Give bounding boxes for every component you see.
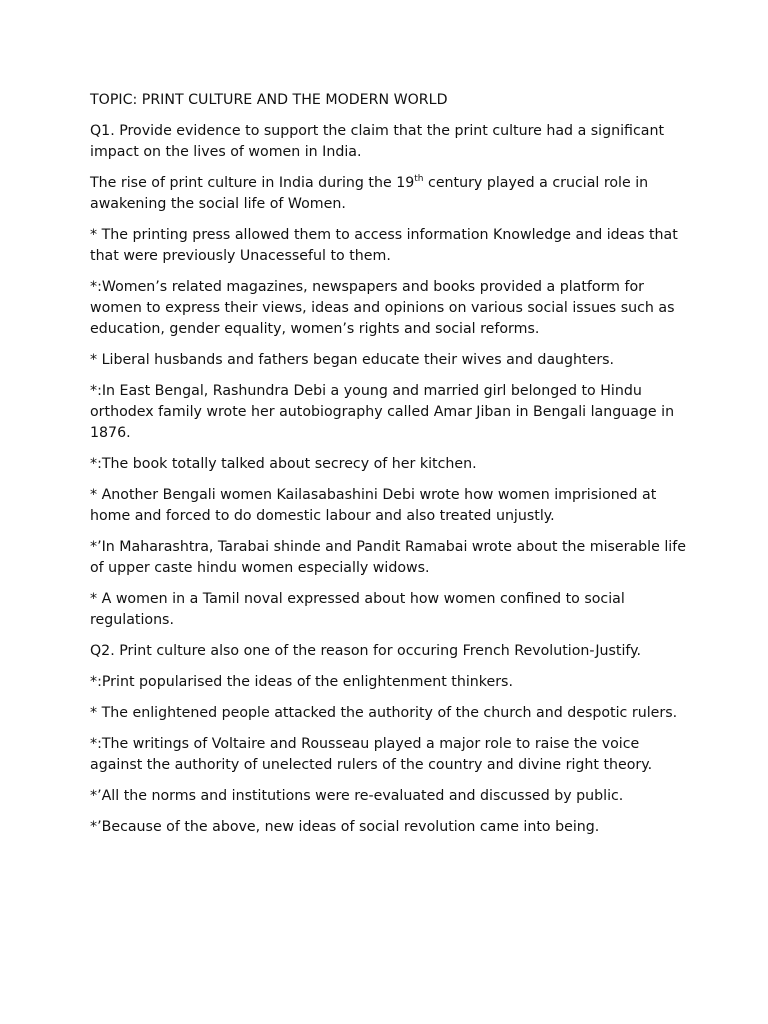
q1-point: * Liberal husbands and fathers began educate their wives and daughters. <box>90 352 615 368</box>
q2-point: *:The writings of Voltaire and Rousseau played a major role to raise the voice against the authority of unelected rulers of the country and divine right theory. <box>90 736 653 773</box>
q2-point: * The enlightened people attacked the authority of the church and despotic rulers. <box>90 705 678 721</box>
q2-point: *:Print popularised the ideas of the enlightenment thinkers. <box>90 674 513 690</box>
q1-point: *’In Maharashtra, Tarabai shinde and Pandit Ramabai wrote about the miserable life of upper caste hindu women especially widows. <box>90 539 686 576</box>
document-title: TOPIC: PRINT CULTURE AND THE MODERN WORLD <box>90 92 448 108</box>
q1-intro-end: century played a crucial role in awakening the social life of Women. <box>90 175 649 212</box>
q1-point: *:Women’s related magazines, newspapers and books provided a platform for women to express their views, ideas and opinions on various social issues such as education, gender equality, women’s rights and social reforms. <box>90 279 675 337</box>
q1-point: * A women in a Tamil noval expressed about how women confined to social regulations. <box>90 591 625 628</box>
document-page <box>90 90 690 848</box>
q1-point: *:The book totally talked about secrecy of her kitchen. <box>90 456 477 472</box>
q1-point: * Another Bengali women Kailasabashini Debi wrote how women imprisioned at home and forced to do domestic labour and also treated unjustly. <box>90 487 657 524</box>
question-1: Q1. Provide evidence to support the claim that the print culture had a significant impact on the lives of women in India. <box>90 123 665 160</box>
q1-intro <box>90 173 690 215</box>
q2-point: *’All the norms and institutions were re-evaluated and discussed by public. <box>90 788 624 804</box>
q1-intro-start: The rise of print culture in India during the 19 <box>90 175 415 191</box>
question-2: Q2. Print culture also one of the reason for occuring French Revolution-Justify. <box>90 643 642 659</box>
q1-point: * The printing press allowed them to access information Knowledge and ideas that that were previously Unacesseful to them. <box>90 227 678 264</box>
q2-point: *’Because of the above, new ideas of social revolution came into being. <box>90 819 600 835</box>
q1-point: *:In East Bengal, Rashundra Debi a young and married girl belonged to Hindu orthodex family wrote her autobiography called Amar Jiban in Bengali language in 1876. <box>90 383 675 441</box>
q1-intro-superscript: th <box>414 174 424 184</box>
